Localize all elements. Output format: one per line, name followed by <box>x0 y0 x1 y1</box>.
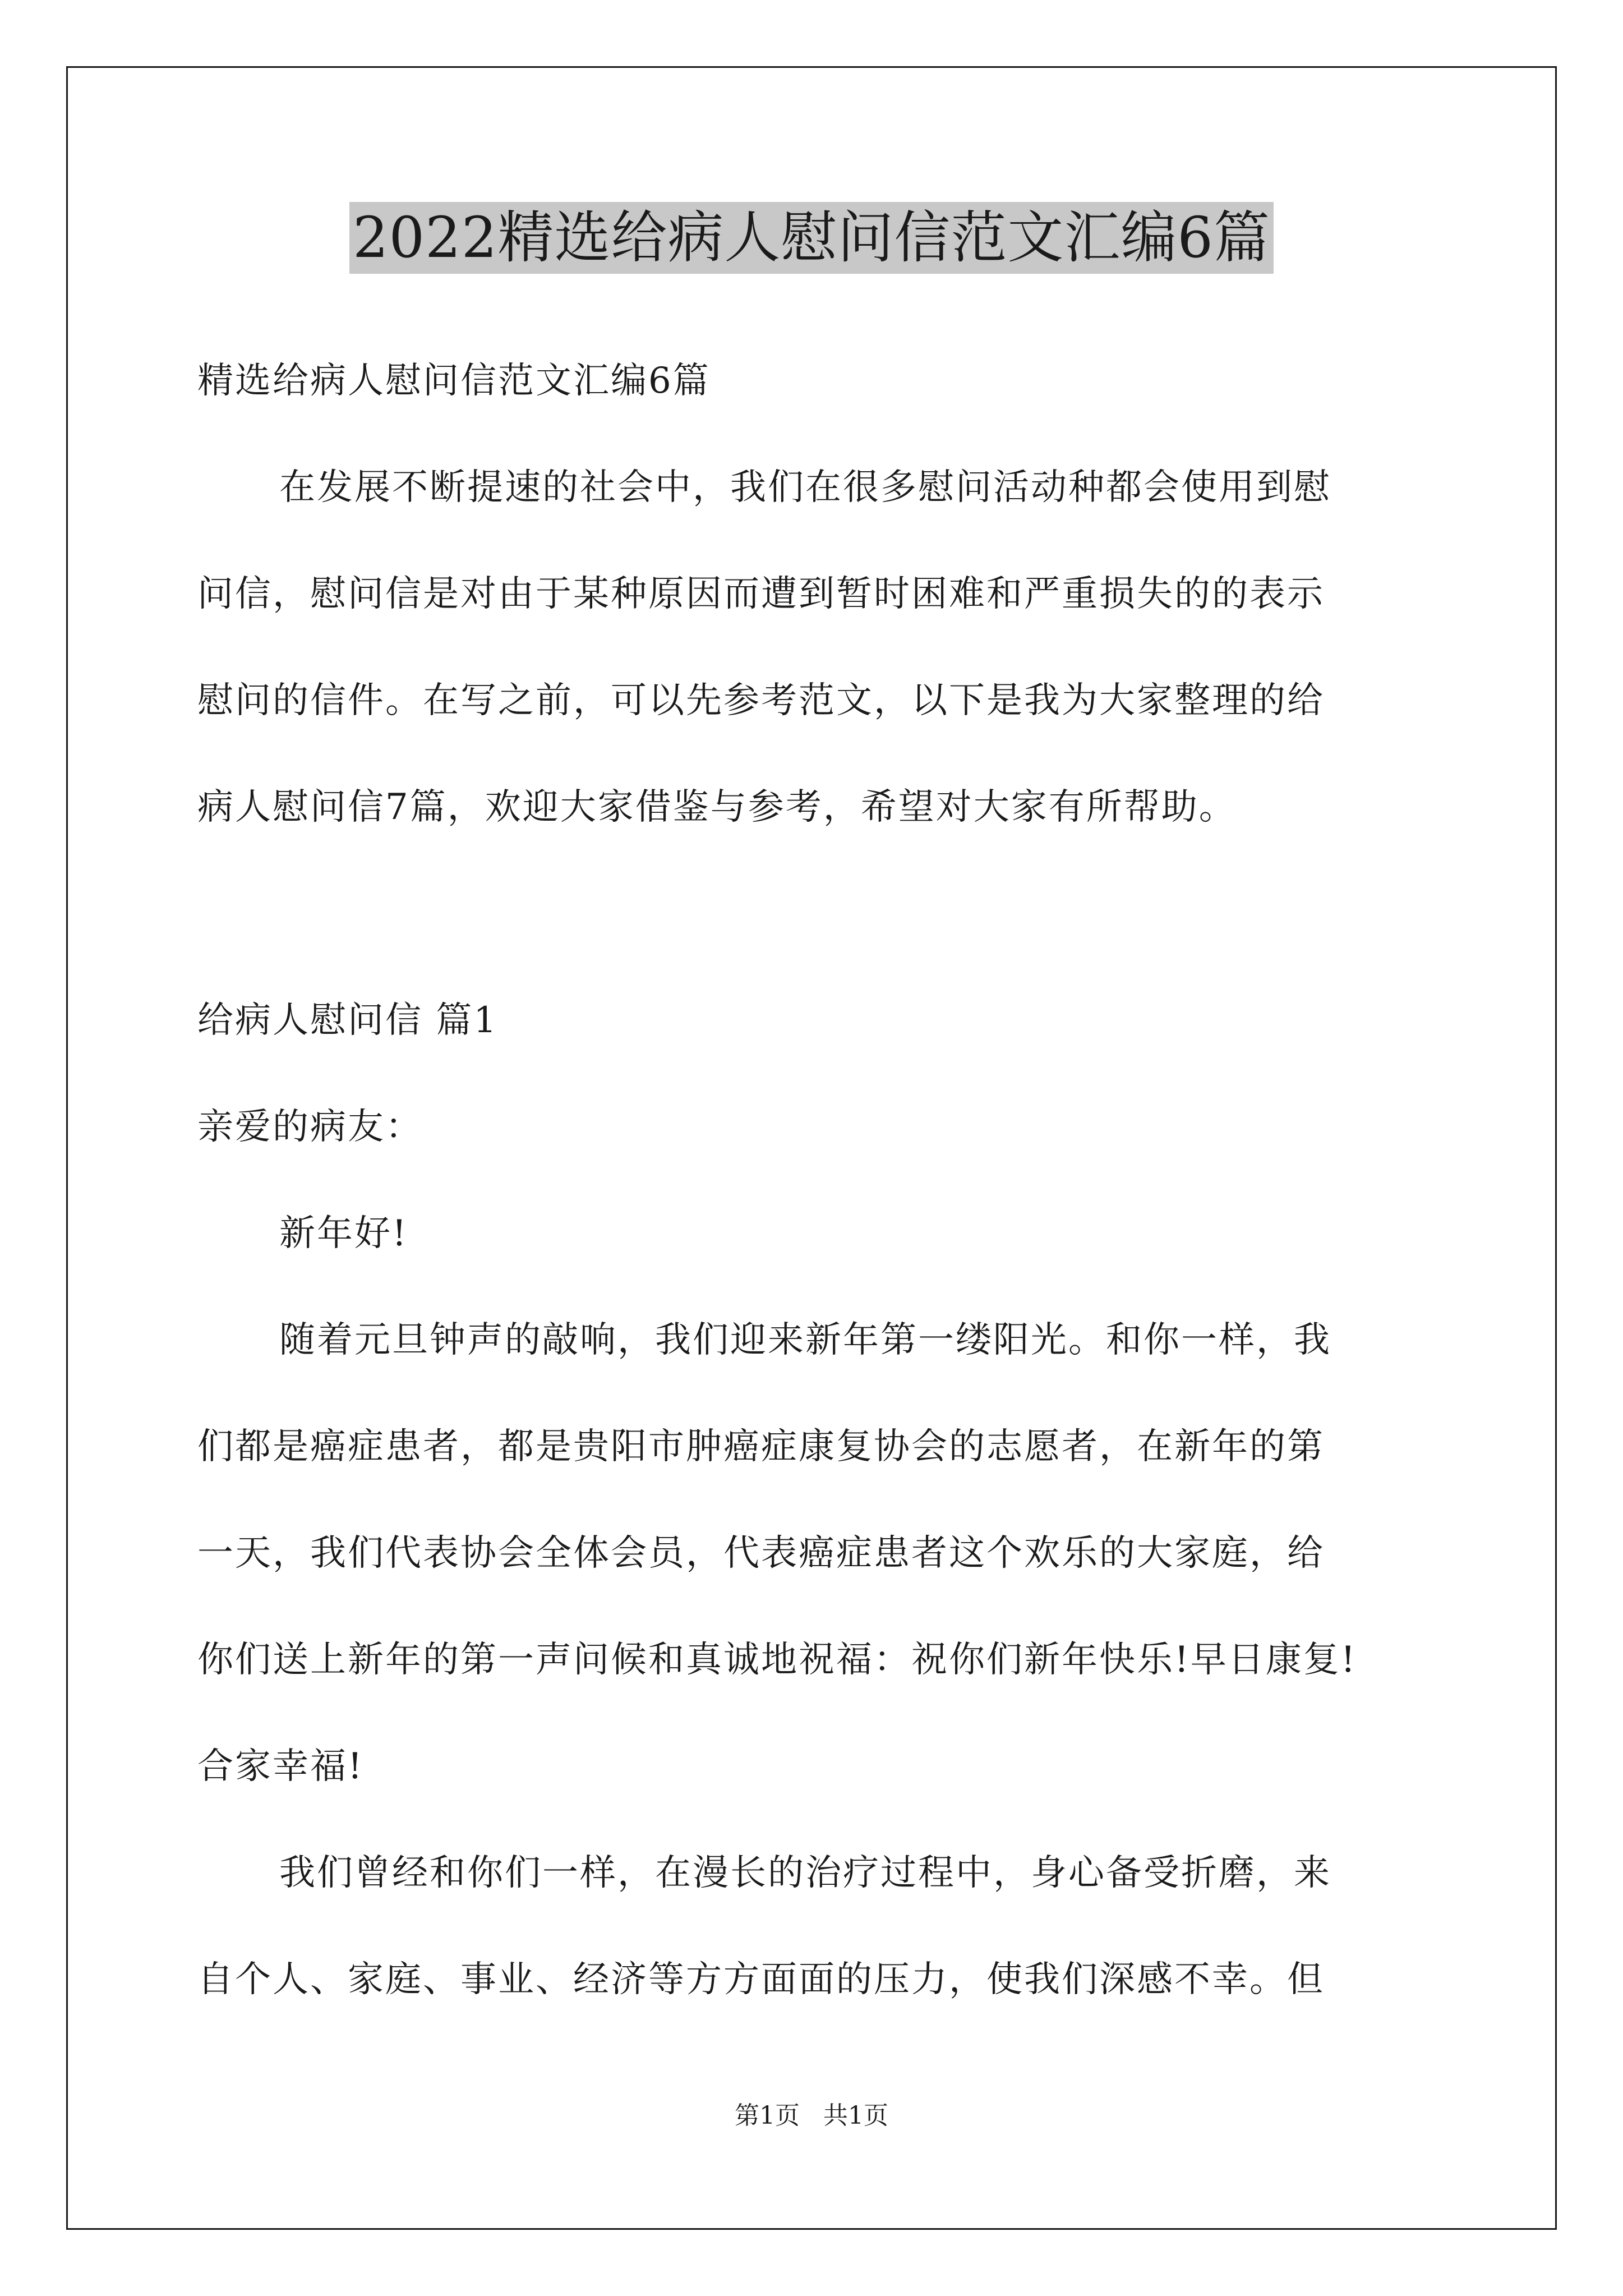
section-heading: 给病人慰问信 篇1 <box>197 1000 499 1041</box>
paragraph-line: 自个人、家庭、事业、经济等方方面面的压力，使我们深感不幸。但 <box>197 1959 1325 2000</box>
intro-line: 问信，慰问信是对由于某种原因而遭到暂时困难和严重损失的的表示 <box>197 573 1325 615</box>
intro-line: 在发展不断提速的社会中，我们在很多慰问活动种都会使用到慰 <box>279 467 1331 508</box>
title-container <box>0 202 1623 274</box>
intro-line: 病人慰问信7篇，欢迎大家借鉴与参考，希望对大家有所帮助。 <box>197 786 1237 828</box>
greeting: 新年好! <box>279 1213 408 1254</box>
salutation: 亲爱的病友： <box>197 1106 423 1148</box>
paragraph-line: 合家幸福! <box>197 1746 364 1787</box>
paragraph-line: 们都是癌症患者，都是贵阳市肿癌症康复协会的志愿者，在新年的第 <box>197 1426 1325 1467</box>
document-title: 2022精选给病人慰问信范文汇编6篇 <box>349 202 1274 274</box>
page-number: 第1页 共1页 <box>735 2101 888 2130</box>
document-subtitle: 精选给病人慰问信范文汇编6篇 <box>197 360 711 402</box>
paragraph-line: 随着元旦钟声的敲响，我们迎来新年第一缕阳光。和你一样，我 <box>279 1319 1331 1361</box>
intro-line: 慰问的信件。在写之前，可以先参考范文，以下是我为大家整理的给 <box>197 680 1325 721</box>
paragraph-line: 我们曾经和你们一样，在漫长的治疗过程中，身心备受折磨，来 <box>279 1852 1331 1894</box>
paragraph-line: 你们送上新年的第一声问候和真诚地祝福：祝你们新年快乐!早日康复! <box>197 1639 1357 1681</box>
paragraph-line: 一天，我们代表协会全体会员，代表癌症患者这个欢乐的大家庭，给 <box>197 1533 1325 1574</box>
